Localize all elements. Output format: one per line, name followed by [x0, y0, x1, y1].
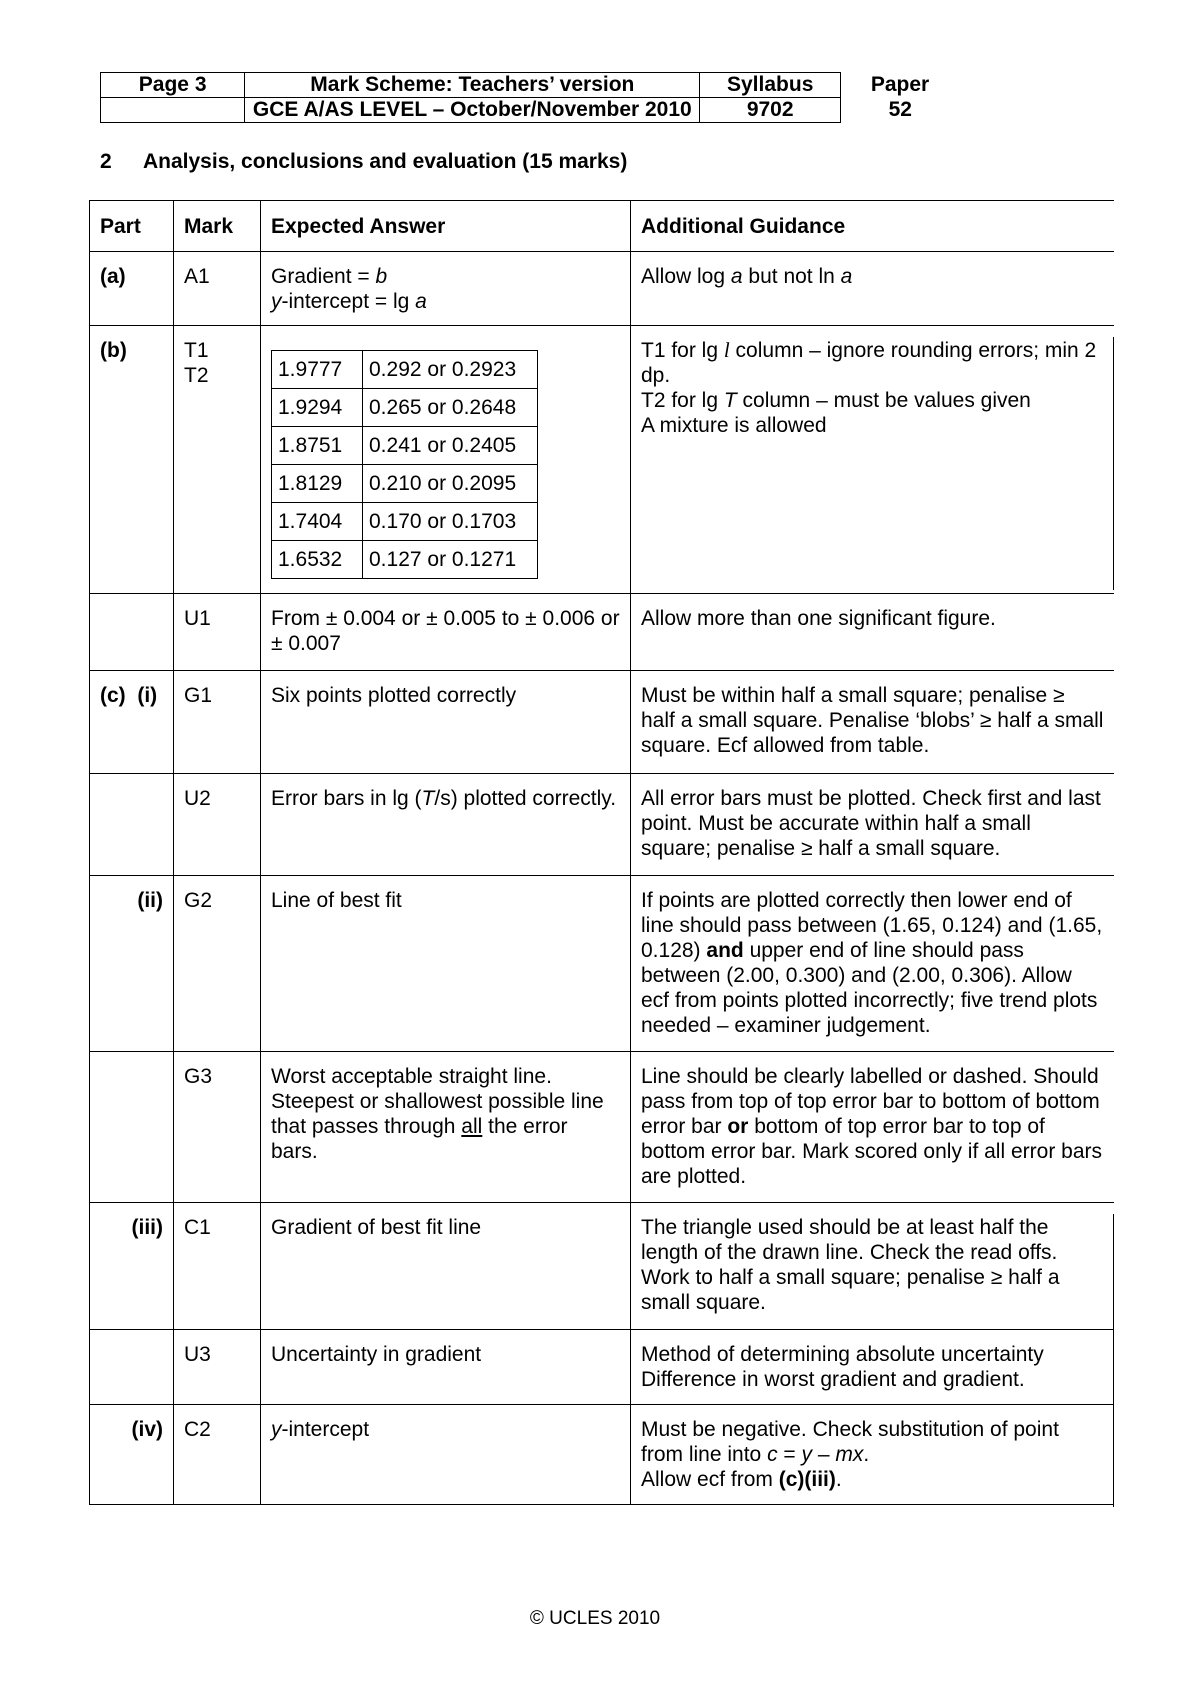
section-heading [100, 150, 627, 174]
expected-cell: Line of best fit [261, 876, 631, 1052]
table-row [90, 876, 1115, 1052]
log-row: 1.9777 0.292 or 0.2923 [272, 351, 538, 389]
expected-cell: y-intercept [261, 1405, 631, 1505]
section-number: 2 [100, 150, 112, 173]
syllabus-code: 9702 [700, 98, 841, 123]
paper-label: Paper [870, 73, 930, 96]
expected-cell: Gradient of best fit line [261, 1203, 631, 1330]
log-row: 1.8129 0.210 or 0.2095 [272, 465, 538, 503]
part-cell: (ii) [90, 876, 174, 1052]
table-header-row [90, 201, 1115, 252]
header-table [100, 72, 960, 123]
mark-scheme-table [89, 200, 1114, 1505]
right-border-segment [1113, 1214, 1114, 1507]
section-title: Analysis, conclusions and evaluation (15 marks) [143, 150, 628, 173]
part-cell: (iv) [90, 1405, 174, 1505]
table-row [90, 252, 1115, 326]
mark-cell: T1 T2 [174, 326, 261, 594]
guidance-cell: Allow log a but not ln a [631, 252, 1115, 326]
expected-cell [261, 326, 631, 594]
guidance-cell: All error bars must be plotted. Check first and last point. Must be accurate within half a small square; penalise ≥ half a small square. [631, 774, 1115, 876]
table-row [90, 326, 1115, 594]
table-row [90, 671, 1115, 774]
expected-cell: Worst acceptable straight line. Steepest or shallowest possible line that passes through all the error bars. [261, 1052, 631, 1203]
part-cell: (c) (i) [90, 671, 174, 774]
part-cell: (b) [90, 326, 174, 594]
mark-cell: A1 [174, 252, 261, 326]
expected-cell: Gradient = b y-intercept = lg a [261, 252, 631, 326]
log-values-table [271, 350, 538, 579]
part-cell [90, 1330, 174, 1405]
paper-number: 52 [888, 98, 912, 121]
mark-cell: G2 [174, 876, 261, 1052]
exam-session: GCE A/AS LEVEL – October/November 2010 [245, 98, 700, 123]
page-number-blank [101, 98, 245, 123]
part-cell [90, 1052, 174, 1203]
right-border-segment [1113, 337, 1114, 590]
log-row: 1.6532 0.127 or 0.1271 [272, 541, 538, 579]
table-row [90, 774, 1115, 876]
mark-cell: C2 [174, 1405, 261, 1505]
log-row: 1.8751 0.241 or 0.2405 [272, 427, 538, 465]
expected-cell: Error bars in lg (T/s) plotted correctly. [261, 774, 631, 876]
guidance-cell: Allow more than one significant figure. [631, 594, 1115, 671]
table-row [90, 1052, 1115, 1203]
guidance-cell: Method of determining absolute uncertainty Difference in worst gradient and gradient. [631, 1330, 1115, 1405]
part-cell [90, 774, 174, 876]
part-cell: (iii) [90, 1203, 174, 1330]
table-row [90, 1330, 1115, 1405]
col-part-header: Part [90, 201, 174, 252]
guidance-cell: Line should be clearly labelled or dashed. Should pass from top of top error bar to bottom of bottom error bar or bottom of top error bar to top of bottom error bar. Mark scored only if all error bars are plotted. [631, 1052, 1115, 1203]
col-guidance-header: Additional Guidance [631, 201, 1115, 252]
part-cell [90, 594, 174, 671]
guidance-cell: T1 for lg l column – ignore rounding errors; min 2 dp. T2 for lg T column – must be values given A mixture is allowed [631, 326, 1115, 594]
guidance-cell: If points are plotted correctly then lower end of line should pass between (1.65, 0.124) and (1.65, 0.128) and upper end of line should pass between (2.00, 0.300) and (2.00, 0.306). Allow ecf from points plotted incorrectly; five trend plots needed – examiner judgement. [631, 876, 1115, 1052]
guidance-cell: Must be within half a small square; penalise ≥ half a small square. Penalise ‘blobs’ ≥ half a small square. Ecf allowed from table. [631, 671, 1115, 774]
mark-cell: G1 [174, 671, 261, 774]
table-row [90, 1203, 1115, 1330]
table-row [90, 594, 1115, 671]
page-number: Page 3 [101, 73, 245, 98]
mark-cell: C1 [174, 1203, 261, 1330]
document-title: Mark Scheme: Teachers’ version [245, 73, 700, 98]
col-mark-header: Mark [174, 201, 261, 252]
mark-cell: U3 [174, 1330, 261, 1405]
log-row: 1.7404 0.170 or 0.1703 [272, 503, 538, 541]
mark-cell: U1 [174, 594, 261, 671]
part-cell: (a) [90, 252, 174, 326]
copyright-footer: © UCLES 2010 [529, 1608, 661, 1629]
expected-cell: Six points plotted correctly [261, 671, 631, 774]
table-row [90, 1405, 1115, 1505]
guidance-cell: Must be negative. Check substitution of point from line into c = y – mx. Allow ecf from (c)(iii). [631, 1405, 1115, 1505]
mark-cell: G3 [174, 1052, 261, 1203]
log-row: 1.9294 0.265 or 0.2648 [272, 389, 538, 427]
col-expected-header: Expected Answer [261, 201, 631, 252]
expected-cell: From ± 0.004 or ± 0.005 to ± 0.006 or ± 0.007 [261, 594, 631, 671]
syllabus-label: Syllabus [700, 73, 841, 98]
mark-cell: U2 [174, 774, 261, 876]
expected-cell: Uncertainty in gradient [261, 1330, 631, 1405]
guidance-cell: The triangle used should be at least half the length of the drawn line. Check the read offs. Work to half a small square; penalise ≥ half a small square. [631, 1203, 1115, 1330]
